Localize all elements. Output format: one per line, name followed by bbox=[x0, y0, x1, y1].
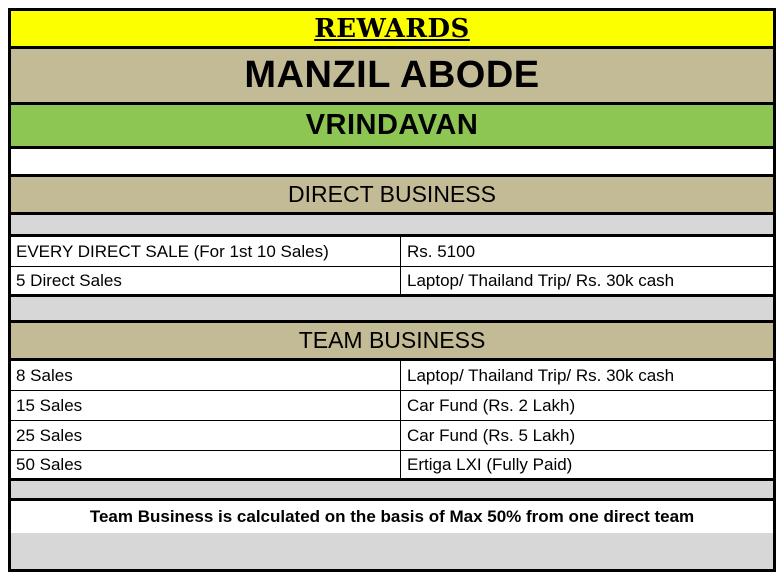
section-title: DIRECT BUSINESS bbox=[288, 181, 496, 207]
spacer-row-after-direct-header bbox=[11, 215, 773, 237]
rewards-title-band bbox=[11, 11, 773, 49]
row-criteria: 50 Sales bbox=[11, 451, 401, 478]
table-row bbox=[11, 237, 773, 267]
section-title: TEAM BUSINESS bbox=[298, 327, 486, 353]
table-row bbox=[11, 391, 773, 421]
row-reward: Car Fund (Rs. 5 Lakh) bbox=[407, 425, 576, 445]
section-header-team-business bbox=[11, 323, 773, 361]
blank-white-row bbox=[11, 149, 773, 177]
spacer-row-before-footer bbox=[11, 481, 773, 501]
row-reward: Car Fund (Rs. 2 Lakh) bbox=[407, 395, 576, 415]
company-name: MANZIL ABODE bbox=[244, 54, 540, 96]
company-name-band bbox=[11, 49, 773, 105]
row-criteria: 25 Sales bbox=[11, 421, 401, 450]
footer-note-row bbox=[11, 501, 773, 533]
footer-note: Team Business is calculated on the basis of Max 50% from one direct team bbox=[89, 507, 695, 526]
row-criteria: 5 Direct Sales bbox=[11, 267, 401, 294]
section-header-direct-business bbox=[11, 177, 773, 215]
table-row bbox=[11, 421, 773, 451]
spacer-row-between-sections bbox=[11, 297, 773, 323]
row-reward: Rs. 5100 bbox=[407, 241, 476, 261]
row-reward: Laptop/ Thailand Trip/ Rs. 30k cash bbox=[407, 365, 675, 385]
project-name: VRINDAVAN bbox=[305, 109, 479, 141]
rewards-title: REWARDS bbox=[314, 13, 470, 44]
row-reward: Ertiga LXI (Fully Paid) bbox=[407, 454, 573, 474]
table-row bbox=[11, 361, 773, 391]
rewards-table bbox=[8, 8, 776, 572]
project-name-band bbox=[11, 105, 773, 149]
row-criteria: EVERY DIRECT SALE (For 1st 10 Sales) bbox=[11, 237, 401, 266]
table-row bbox=[11, 451, 773, 481]
row-criteria: 8 Sales bbox=[11, 361, 401, 390]
table-row bbox=[11, 267, 773, 297]
row-criteria: 15 Sales bbox=[11, 391, 401, 420]
row-reward: Laptop/ Thailand Trip/ Rs. 30k cash bbox=[407, 270, 675, 290]
